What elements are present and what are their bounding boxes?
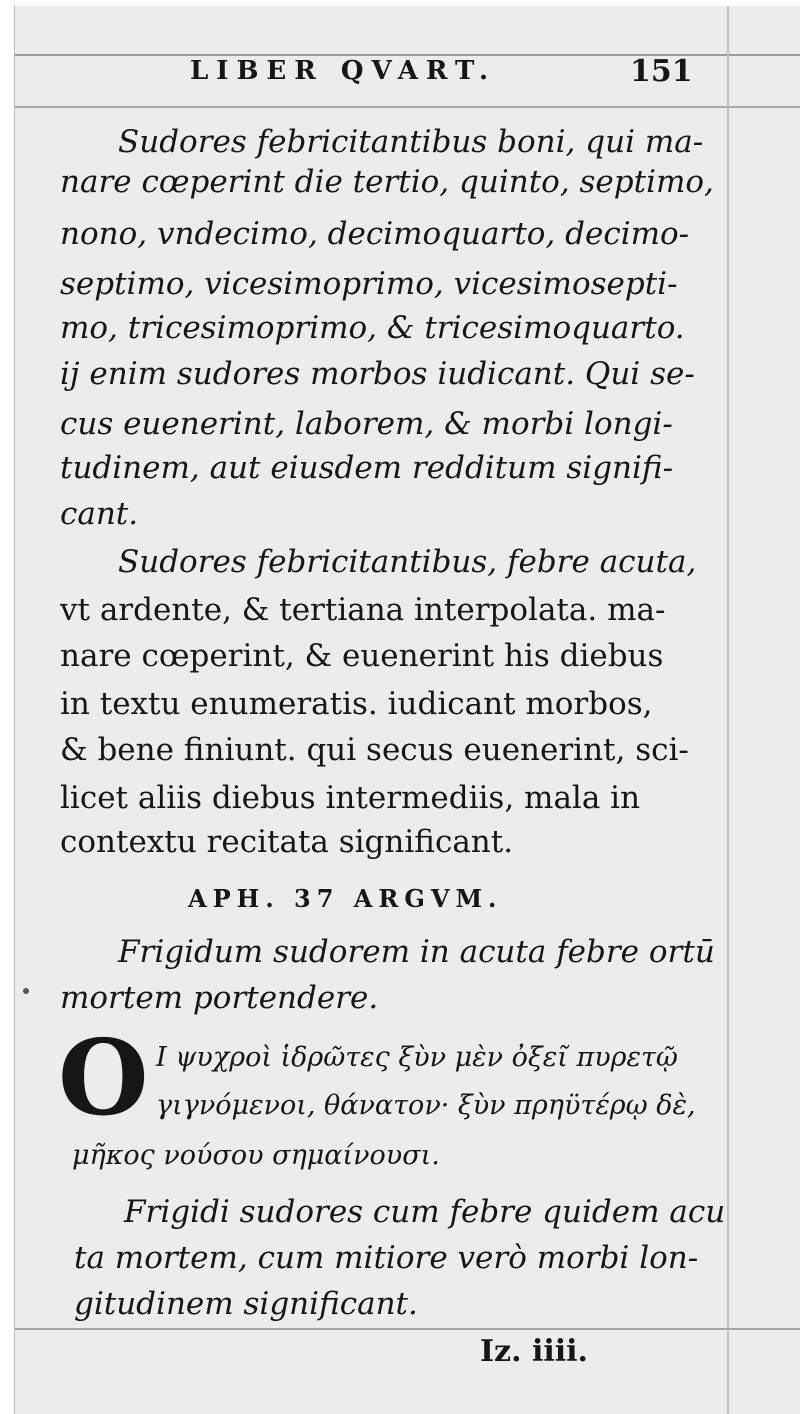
text-line: nare cœperint, & euenerint his diebus: [60, 638, 664, 674]
greek-line: γιγνόμενοι, θάνατον· ξὺν πρηϋτέρῳ δὲ,: [156, 1090, 696, 1121]
scan-fold-line: [727, 6, 729, 1414]
page-number: 151: [630, 54, 693, 89]
running-head: LIBER QVART.: [190, 56, 497, 86]
text-line: Sudores febricitantibus, febre acuta,: [118, 544, 697, 580]
argument-line: Frigidum sudorem in acuta febre ortū: [118, 934, 715, 970]
greek-line: Ι ψυχροὶ ἱδρῶτες ξὺν μὲν ὀξεῖ πυρετῷ: [156, 1042, 678, 1073]
drop-cap: O: [58, 1016, 149, 1139]
bottom-edge-rule: [15, 1328, 800, 1330]
text-line: ta mortem, cum mitiore verò morbi lon-: [74, 1240, 699, 1276]
header-rule: [15, 106, 800, 108]
text-line: gitudinem significant.: [74, 1286, 418, 1322]
text-line: in textu enumeratis. iudicant morbos,: [60, 686, 653, 722]
signature-mark: Iz. iiii.: [480, 1334, 588, 1369]
argument-line: mortem portendere.: [60, 980, 379, 1016]
scan-speck: [23, 988, 29, 994]
text-line: tudinem, aut eiusdem redditum signifi-: [60, 450, 674, 486]
section-heading: APH. 37 ARGVM.: [188, 884, 503, 913]
text-line: Frigidi sudores cum febre quidem acu: [124, 1194, 726, 1230]
text-line: nono, vndecimo, decimoquarto, decimo-: [60, 216, 690, 252]
text-line: vt ardente, & tertiana interpolata. ma-: [60, 592, 666, 628]
text-line: mo, tricesimoprimo, & tricesimoquarto.: [60, 310, 685, 346]
text-line: Sudores febricitantibus boni, qui ma-: [118, 124, 704, 160]
text-line: & bene finiunt. qui secus euenerint, sci-: [60, 732, 689, 768]
text-line: cant.: [60, 496, 139, 532]
greek-line: μῆκος νούσου σημαίνουσι.: [72, 1140, 440, 1171]
text-line: ij enim sudores morbos iudicant. Qui se-: [60, 356, 695, 392]
text-line: cus euenerint, laborem, & morbi longi-: [60, 406, 673, 442]
text-line: nare cœperint die tertio, quinto, septimo,: [60, 164, 714, 200]
text-line: contextu recitata significant.: [60, 824, 514, 860]
text-line: licet aliis diebus intermediis, mala in: [60, 780, 641, 816]
text-line: septimo, vicesimoprimo, vicesimosepti-: [60, 266, 678, 302]
